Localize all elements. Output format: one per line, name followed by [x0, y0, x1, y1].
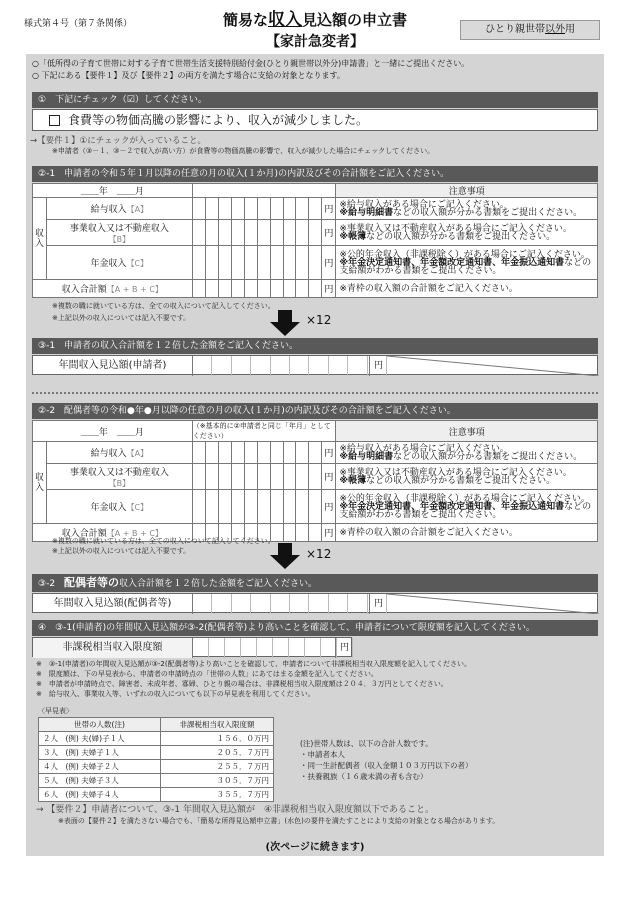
table-cell: ３５５．７万円 — [160, 788, 273, 802]
digit-cell[interactable] — [205, 198, 218, 220]
digit-cell[interactable] — [244, 220, 257, 246]
annual-spouse-input[interactable] — [193, 594, 387, 614]
requirement-1-note: ※申請者（③－１、③－２で収入が高い方）が食費等の物価高騰の影響で、収入が減少した場合にチェックしてください。 — [52, 147, 435, 155]
badge-emphasis: 以外 — [545, 24, 565, 35]
requirement-2: → 【要件２】申請者について、③-1 年間収入見込額が ④非課税相当収入限度額以下であること。 — [36, 805, 435, 815]
digit-cell[interactable] — [309, 246, 322, 280]
digit-cell[interactable] — [296, 524, 309, 542]
sec4-note-3: ※ 申請者が申請時点で、障害者、未成年者、寡婦、ひとり親の場合は、非課税相当収入限度額は２０４．３万円としてください。 — [36, 680, 448, 688]
digit-cell[interactable] — [283, 524, 296, 542]
digit-cell[interactable] — [283, 490, 296, 524]
page-subtitle: 【家計急変者】 — [266, 34, 364, 50]
period-field[interactable]: ＿＿年 ＿＿月 — [33, 184, 193, 198]
salary-label: 給与収入【A】 — [46, 442, 192, 464]
digit-cell[interactable] — [270, 442, 283, 464]
digit-cell[interactable] — [257, 280, 270, 298]
income-table-spouse — [32, 420, 598, 542]
digit-cell[interactable] — [257, 490, 270, 524]
section-2-1-header: ②-1 申請者の令和５年１月以降の任意の月の収入(１か月)の内訳及びその合計額をご記入ください。 — [32, 166, 598, 182]
check-label: 食費等の物価高騰の影響により、収入が減少しました。 — [68, 113, 369, 127]
digit-cell[interactable] — [231, 220, 244, 246]
table-cell: １５６．０万円 — [160, 732, 273, 746]
digit-cell[interactable] — [192, 220, 205, 246]
total-caution: ※青枠の収入額の合計額をご記入ください。 — [336, 280, 598, 298]
salary-label: 給与収入【A】 — [46, 198, 192, 220]
sec4-note-4: ※ 給与収入、事業収入等、いずれの収入についても以下の早見表を利用してください。 — [36, 690, 315, 698]
digit-cell[interactable] — [296, 246, 309, 280]
salary-caution: ※給与収入がある場合にご記入ください。 ※給与明細書などの収入額が分かる書類をご提出ください。 — [336, 198, 598, 220]
digit-cell[interactable] — [270, 490, 283, 524]
digit-cell[interactable] — [270, 220, 283, 246]
digit-cell[interactable] — [231, 490, 244, 524]
badge-post: 用 — [565, 24, 575, 35]
digit-cell[interactable] — [218, 442, 231, 464]
caution-header: 注意事項 — [336, 184, 598, 198]
period-note — [192, 184, 336, 198]
digit-cell[interactable] — [192, 490, 205, 524]
digit-cell[interactable] — [192, 198, 205, 220]
business-caution: ※事業収入又は不動産収入がある場合にご記入ください。 ※帳簿などの収入額が分かる書類をご提出ください。 — [336, 220, 598, 246]
total-caution: ※青枠の収入額の合計額をご記入ください。 — [336, 524, 598, 542]
intro-line-2: ○ 下記にある【要件１】及び【要件２】の両方を満たす場合に支給の対象となります。 — [32, 71, 345, 80]
table-row — [39, 760, 274, 774]
yen-unit: 円 — [322, 220, 336, 246]
yen-unit: 円 — [335, 638, 353, 658]
digit-cell[interactable] — [205, 220, 218, 246]
yen-unit: 円 — [369, 356, 387, 376]
yen-unit: 円 — [322, 490, 336, 524]
digit-cell[interactable] — [283, 464, 296, 490]
multiply-12: ×12 — [306, 313, 332, 327]
yen-unit: 円 — [322, 442, 336, 464]
multiply-arrow-stem — [278, 310, 292, 322]
digit-cell[interactable] — [205, 490, 218, 524]
digit-cell[interactable] — [296, 442, 309, 464]
table-cell: ５人 (例) 夫婦子３人 — [39, 774, 161, 788]
digit-cell[interactable] — [309, 198, 322, 220]
digit-cell[interactable] — [270, 198, 283, 220]
digit-cell[interactable] — [205, 246, 218, 280]
digit-cell[interactable] — [309, 524, 322, 542]
continue-next-page: (次ページに続きます) — [265, 842, 365, 853]
title-post: 見込額の申立書 — [302, 11, 408, 29]
limit-label: 非課税相当収入限度額 — [33, 638, 193, 658]
table-cell: ６人 (例) 夫婦子４人 — [39, 788, 161, 802]
digit-cell[interactable] — [309, 442, 322, 464]
digit-cell[interactable] — [309, 464, 322, 490]
period-note: （※基本的に②申請者と同じ「年月」としてください） — [192, 421, 336, 442]
digit-cell[interactable] — [231, 464, 244, 490]
badge-pre: ひとり親世帯 — [485, 24, 545, 35]
sec21-note-1: ※複数の職に就いている方は、全ての収入について記入してください。 — [52, 302, 275, 310]
table-cell: ２人 (例) 夫(婦)子１人 — [39, 732, 161, 746]
multiply-12: ×12 — [306, 547, 332, 561]
digit-cell[interactable] — [192, 246, 205, 280]
digit-cell[interactable] — [218, 280, 231, 298]
digit-cell[interactable] — [257, 246, 270, 280]
table-row — [39, 788, 274, 802]
table-cell: ３人 (例) 夫婦子１人 — [39, 746, 161, 760]
total-label: 収入合計額【A + B + C】 — [33, 280, 193, 298]
form-number: 様式第４号（第７条関係） — [24, 19, 133, 29]
sec22-note-1: ※複数の職に就いている方は、全ての収入について記入してください。 — [52, 537, 275, 545]
digit-cell[interactable] — [283, 246, 296, 280]
digit-cell[interactable] — [231, 280, 244, 298]
digit-cell[interactable] — [283, 442, 296, 464]
annual-applicant-input[interactable] — [193, 356, 387, 376]
digit-cell[interactable] — [296, 198, 309, 220]
household-footnote: (注)世帯人数は、以下の合計人数です。 ・申請者本人 ・同一生計配偶者（収入金額１０３万円以下の者） ・扶養親族（１６歳未満の者も含む） — [300, 739, 473, 781]
digit-cell[interactable] — [296, 490, 309, 524]
down-arrow-icon — [270, 555, 300, 569]
bar-pre: ③-2 — [38, 579, 65, 589]
section-3-1-header: ③-1 申請者の収入合計額を１２倍した金額をご記入ください。 — [32, 338, 598, 354]
digit-cell[interactable] — [192, 464, 205, 490]
section-3-2-header — [32, 574, 598, 592]
digit-cell[interactable] — [218, 198, 231, 220]
intro-line-1: ○「低所得の子育て世帯に対する子育て世帯生活支援特別給付金(ひとり親世帯以外分)申請書」と一緒にご提出ください。 — [32, 59, 470, 68]
quick-header-people: 世帯の人数(注) — [39, 718, 161, 732]
digit-cell[interactable] — [257, 464, 270, 490]
digit-cell[interactable] — [205, 464, 218, 490]
business-label: 事業収入又は不動産収入 【B】 — [46, 464, 192, 490]
digit-cell[interactable] — [283, 198, 296, 220]
digit-cell[interactable] — [192, 442, 205, 464]
digit-cell[interactable] — [270, 246, 283, 280]
pension-caution: ※公的年金収入（非課税除く）がある場合にご記入ください。 ※年金決定通知書、年金額改定通知書、年金振込通知書などの 支給額がわかる書類をご提出ください。 — [336, 246, 598, 280]
separator — [32, 392, 598, 394]
digit-cell[interactable] — [192, 280, 205, 298]
sec21-note-2: ※上記以外の収入については記入不要です。 — [52, 314, 191, 322]
bar-emphasis: 配偶者等の — [64, 576, 120, 589]
digit-cell[interactable] — [205, 442, 218, 464]
title-emphasis: 収入 — [268, 10, 302, 30]
income-side-label: 収入 — [33, 198, 47, 280]
annual-spouse-row — [32, 593, 598, 613]
yen-unit: 円 — [322, 464, 336, 490]
digit-cell[interactable] — [309, 490, 322, 524]
pension-caution: ※公的年金収入（非課税除く）がある場合にご記入ください。 ※年金決定通知書、年金額改定通知書、年金振込通知書などの 支給額がわかる書類をご提出ください。 — [336, 490, 598, 524]
section-1-check-row — [32, 109, 598, 131]
income-table-applicant — [32, 183, 598, 298]
table-cell: ３０５．７万円 — [160, 774, 273, 788]
digit-cell[interactable] — [244, 246, 257, 280]
table-cell: ２５５．７万円 — [160, 760, 273, 774]
diagonal-line — [387, 594, 599, 614]
period-field[interactable]: ＿＿年 ＿＿月 — [33, 421, 193, 442]
business-label: 事業収入又は不動産収入 【B】 — [46, 220, 192, 246]
quick-header-limit: 非課税相当収入限度額 — [160, 718, 273, 732]
diagonal-line — [387, 356, 599, 376]
yen-unit: 円 — [369, 594, 387, 614]
annual-applicant-row — [32, 355, 598, 375]
multiply-arrow-stem — [278, 543, 292, 555]
digit-cell[interactable] — [244, 464, 257, 490]
digit-cell[interactable] — [257, 198, 270, 220]
caution-header: 注意事項 — [336, 421, 598, 442]
income-side-label: 収入 — [33, 442, 47, 524]
requirement-1: →【要件１】①にチェックが入っていること。 — [30, 136, 206, 146]
table-row — [39, 746, 274, 760]
digit-cell[interactable] — [309, 220, 322, 246]
digit-cell[interactable] — [244, 490, 257, 524]
annual-spouse-label: 年間収入見込額(配偶者等) — [33, 594, 193, 614]
yen-unit: 円 — [322, 198, 336, 220]
digit-cell[interactable] — [205, 280, 218, 298]
digit-cell[interactable] — [296, 220, 309, 246]
checkbox[interactable] — [49, 115, 60, 126]
sec4-note-1: ※ ③-1(申請者)の年間収入見込額が③-2(配偶者等)より高いことを確認して、申請者について非課税相当収入限度額を記入してください。 — [36, 660, 472, 668]
digit-cell[interactable] — [244, 280, 257, 298]
digit-cell[interactable] — [257, 442, 270, 464]
digit-cell[interactable] — [296, 280, 309, 298]
digit-cell[interactable] — [283, 280, 296, 298]
section-2-2-header: ②-2 配偶者等の令和●年●月以降の任意の月の収入(１か月)の内訳及びその合計額をご記入ください。 — [32, 403, 598, 419]
household-badge — [460, 20, 600, 40]
total-label: 収入合計額【A + B + C】 — [33, 524, 193, 542]
digit-cell[interactable] — [218, 490, 231, 524]
table-cell: ２０５．７万円 — [160, 746, 273, 760]
sec4-note-2: ※ 限度額は、下の早見表から、申請者の申請時点の「世帯の人数」にあてはまる金額を記入してください。 — [36, 670, 378, 678]
title-pre: 簡易な — [222, 11, 268, 29]
digit-cell[interactable] — [244, 198, 257, 220]
digit-cell[interactable] — [231, 246, 244, 280]
digit-cell[interactable] — [270, 464, 283, 490]
quick-table — [38, 717, 274, 802]
bar-post: 収入合計額を１２倍した金額をご記入ください。 — [119, 579, 318, 589]
table-row — [39, 732, 274, 746]
yen-unit: 円 — [322, 524, 336, 542]
table-row — [39, 774, 274, 788]
limit-row — [32, 637, 352, 657]
yen-unit: 円 — [322, 280, 336, 298]
annual-applicant-label: 年間収入見込額(申請者) — [33, 356, 193, 376]
digit-cell[interactable] — [296, 464, 309, 490]
digit-cell[interactable] — [309, 280, 322, 298]
digit-cell[interactable] — [283, 220, 296, 246]
table-cell: ４人 (例) 夫婦子２人 — [39, 760, 161, 774]
salary-caution: ※給与収入がある場合にご記入ください。 ※給与明細書などの収入額が分かる書類をご提出ください。 — [336, 442, 598, 464]
yen-unit: 円 — [322, 246, 336, 280]
pension-label: 年金収入【C】 — [46, 246, 192, 280]
quick-table-caption: 〈早見表〉 — [38, 707, 73, 715]
digit-cell[interactable] — [218, 464, 231, 490]
pension-label: 年金収入【C】 — [46, 490, 192, 524]
digit-cell[interactable] — [231, 442, 244, 464]
business-caution: ※事業収入又は不動産収入がある場合にご記入ください。 ※帳簿などの収入額が分かる書類をご提出ください。 — [336, 464, 598, 490]
section-4-header: ④ ③-1(申請者)の年間収入見込額が③-2(配偶者等)より高いことを確認して、申請者について限度額を記入してください。 — [32, 620, 598, 636]
down-arrow-icon — [270, 322, 300, 336]
digit-cell[interactable] — [218, 220, 231, 246]
digit-cell[interactable] — [257, 220, 270, 246]
digit-cell[interactable] — [231, 198, 244, 220]
digit-cell[interactable] — [244, 442, 257, 464]
requirement-2-note: ※表面の【要件２】を満たさない場合でも、「簡易な所得見込額申立書」(水色)の要件を満たすことにより支給の対象となる場合があります。 — [58, 817, 500, 825]
limit-input[interactable] — [193, 638, 353, 658]
digit-cell[interactable] — [270, 280, 283, 298]
digit-cell[interactable] — [218, 246, 231, 280]
sec22-note-2: ※上記以外の収入については記入不要です。 — [52, 547, 191, 555]
section-1-header: ① 下記にチェック（☑）してください。 — [32, 92, 598, 108]
